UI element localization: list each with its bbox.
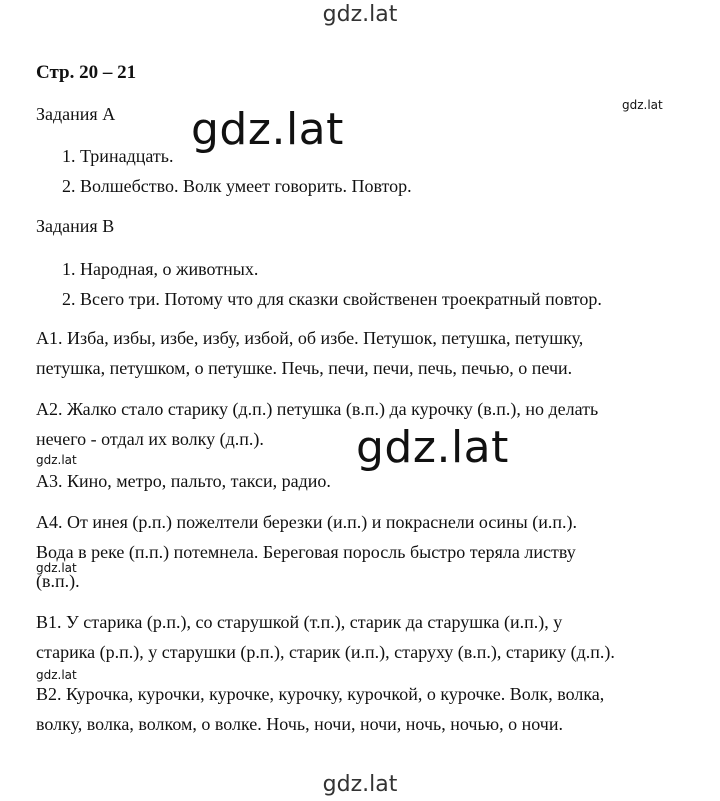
section-a-title: Задания А bbox=[36, 104, 116, 124]
watermark-small: gdz.lat bbox=[622, 98, 663, 112]
watermark-bottom: gdz.lat bbox=[322, 772, 398, 797]
watermark-large: gdz.lat bbox=[356, 422, 509, 473]
section-a-item: 1. Тринадцать. bbox=[62, 146, 174, 166]
answer-b1-line: В1. У старика (р.п.), со старушкой (т.п.), старик да старушка (и.п.), у bbox=[36, 612, 563, 632]
answer-a2-line: А2. Жалко стало старику (д.п.) петушка (в.п.) да курочку (в.п.), но делать bbox=[36, 399, 599, 419]
watermark-top: gdz.lat bbox=[322, 2, 398, 27]
answer-b2-line: волку, волка, волком, о волке. Ночь, ночи, ночи, ночь, ночью, о ночи. bbox=[36, 714, 563, 734]
answer-b1-line: старика (р.п.), у старушки (р.п.), старик (и.п.), старуху (в.п.), старику (д.п.). bbox=[36, 642, 615, 662]
watermark-small: gdz.lat bbox=[36, 453, 77, 467]
answer-a2-line: нечего - отдал их волку (д.п.). bbox=[36, 429, 264, 449]
page-heading: Стр. 20 – 21 bbox=[36, 62, 137, 83]
section-b-title: Задания В bbox=[36, 216, 115, 236]
answer-a4-line: (в.п.). bbox=[36, 571, 80, 591]
watermark-small: gdz.lat bbox=[36, 561, 77, 575]
answer-a4-line: Вода в реке (п.п.) потемнела. Береговая поросль быстро теряла листву bbox=[36, 542, 576, 562]
answer-b2-line: В2. Курочка, курочки, курочке, курочку, курочкой, о курочке. Волк, волка, bbox=[36, 684, 605, 704]
answer-a1-line: петушка, петушком, о петушке. Печь, печи, печи, печь, печью, о печи. bbox=[36, 358, 573, 378]
answer-a3-line: А3. Кино, метро, пальто, такси, радио. bbox=[36, 471, 331, 491]
section-a-item: 2. Волшебство. Волк умеет говорить. Повтор. bbox=[62, 176, 412, 196]
answer-a1-line: А1. Изба, избы, избе, избу, избой, об избе. Петушок, петушка, петушку, bbox=[36, 328, 584, 348]
answer-a4-line: А4. От инея (р.п.) пожелтели березки (и.п.) и покраснели осины (и.п.). bbox=[36, 512, 577, 532]
watermark-large: gdz.lat bbox=[191, 104, 344, 155]
section-b-item: 1. Народная, о животных. bbox=[62, 259, 259, 279]
section-b-item: 2. Всего три. Потому что для сказки свойственен троекратный повтор. bbox=[62, 289, 602, 309]
watermark-small: gdz.lat bbox=[36, 668, 77, 682]
